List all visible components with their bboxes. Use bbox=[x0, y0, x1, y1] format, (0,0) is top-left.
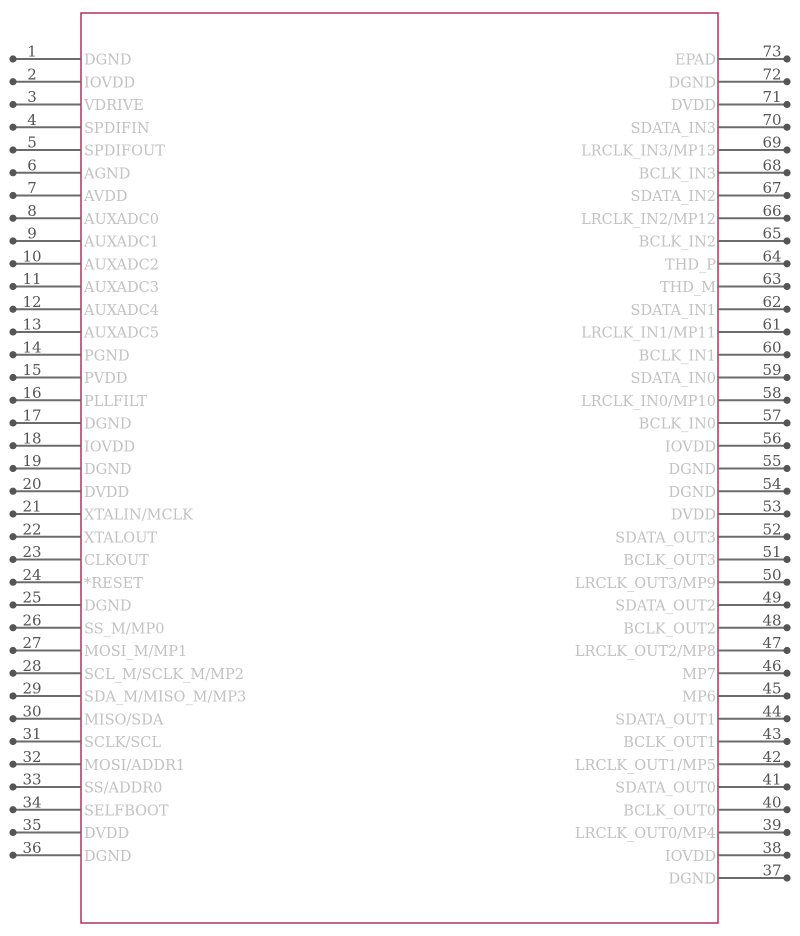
pin-name: DGND bbox=[84, 416, 132, 433]
pin-number: 51 bbox=[762, 543, 782, 561]
pin-name: BCLK_OUT3 bbox=[623, 553, 716, 569]
pin-terminal-dot bbox=[9, 260, 16, 267]
pin-terminal-dot bbox=[783, 465, 790, 472]
pin-number: 4 bbox=[27, 110, 37, 129]
pin-name: LRCLK_IN3/MP13 bbox=[581, 143, 716, 160]
pin-number: 65 bbox=[762, 224, 782, 243]
pin-terminal-dot bbox=[9, 78, 16, 85]
pin-number: 73 bbox=[762, 42, 782, 61]
pin-number: 58 bbox=[762, 383, 782, 402]
pin-number: 61 bbox=[762, 315, 782, 334]
pin-terminal-dot bbox=[9, 556, 16, 563]
pin-terminal-dot bbox=[9, 488, 16, 495]
right-pin-group bbox=[575, 43, 791, 888]
pin-28 bbox=[9, 657, 244, 683]
pin-number: 29 bbox=[22, 679, 42, 698]
pin-name: SDATA_OUT1 bbox=[615, 712, 716, 729]
pin-number: 26 bbox=[22, 611, 42, 630]
pin-terminal-dot bbox=[9, 692, 16, 699]
pin-name: LRCLK_OUT0/MP4 bbox=[574, 826, 716, 842]
pin-number: 23 bbox=[22, 543, 42, 561]
pin-terminal-dot bbox=[9, 852, 16, 859]
pin-42 bbox=[575, 748, 791, 774]
pin-terminal-dot bbox=[9, 215, 16, 222]
pin-66 bbox=[581, 202, 791, 228]
pin-number: 3 bbox=[27, 88, 37, 106]
pin-number: 42 bbox=[762, 747, 782, 766]
pin-number: 15 bbox=[22, 361, 42, 379]
pin-terminal-dot bbox=[9, 738, 16, 745]
pin-terminal-dot bbox=[9, 465, 16, 472]
pin-number: 2 bbox=[27, 65, 37, 84]
pin-name: MP7 bbox=[682, 666, 716, 683]
pin-37 bbox=[668, 862, 790, 888]
pin-number: 24 bbox=[22, 565, 42, 584]
pin-name: DGND bbox=[668, 484, 716, 501]
pin-terminal-dot bbox=[783, 442, 790, 449]
pin-number: 43 bbox=[762, 725, 782, 743]
pin-number: 10 bbox=[22, 247, 42, 266]
pin-number: 57 bbox=[762, 406, 782, 425]
pin-terminal-dot bbox=[783, 556, 790, 563]
pin-terminal-dot bbox=[9, 397, 16, 404]
pin-name: SPDIFOUT bbox=[84, 143, 165, 160]
pin-number: 47 bbox=[762, 634, 782, 652]
pin-58 bbox=[581, 384, 791, 410]
pin-number: 22 bbox=[22, 520, 42, 539]
pin-name: IOVDD bbox=[84, 439, 136, 456]
pin-terminal-dot bbox=[783, 715, 790, 722]
pin-name: BCLK_OUT1 bbox=[623, 735, 716, 751]
pin-name: CLKOUT bbox=[84, 553, 149, 569]
pin-number: 59 bbox=[762, 361, 782, 379]
pin-number: 36 bbox=[22, 838, 42, 857]
pin-name: MOSI_M/MP1 bbox=[84, 644, 188, 660]
pin-terminal-dot bbox=[783, 670, 790, 677]
pin-terminal-dot bbox=[9, 442, 16, 449]
pin-name: LRCLK_OUT3/MP9 bbox=[574, 575, 716, 592]
pin-name: BCLK_IN1 bbox=[638, 348, 716, 365]
pin-terminal-dot bbox=[783, 169, 790, 176]
pin-name: VDRIVE bbox=[84, 98, 144, 114]
pin-number: 6 bbox=[27, 156, 37, 175]
pin-name: DVDD bbox=[670, 507, 716, 524]
pin-number: 46 bbox=[762, 656, 782, 675]
pin-number: 56 bbox=[762, 429, 782, 448]
pin-name: XTALIN/MCLK bbox=[84, 507, 194, 524]
pin-name: BCLK_IN0 bbox=[638, 416, 716, 433]
pin-terminal-dot bbox=[9, 624, 16, 631]
pin-terminal-dot bbox=[783, 692, 790, 699]
pin-terminal-dot bbox=[783, 852, 790, 859]
pin-name: DGND bbox=[668, 871, 716, 888]
pin-number: 35 bbox=[22, 816, 42, 834]
pin-number: 50 bbox=[762, 565, 782, 584]
pin-terminal-dot bbox=[783, 237, 790, 244]
pin-number: 48 bbox=[762, 611, 782, 630]
pin-name: LRCLK_OUT2/MP8 bbox=[574, 644, 716, 660]
pin-terminal-dot bbox=[9, 146, 16, 153]
pin-terminal-dot bbox=[783, 124, 790, 131]
pin-name: MISO/SDA bbox=[84, 712, 164, 729]
pin-terminal-dot bbox=[783, 146, 790, 153]
pin-terminal-dot bbox=[783, 78, 790, 85]
pin-terminal-dot bbox=[9, 761, 16, 768]
pin-terminal-dot bbox=[783, 215, 790, 222]
pin-name: EPAD bbox=[674, 52, 716, 69]
pin-terminal-dot bbox=[9, 647, 16, 654]
pin-number: 62 bbox=[762, 292, 782, 311]
pin-terminal-dot bbox=[9, 192, 16, 199]
pin-number: 52 bbox=[762, 520, 782, 539]
pin-number: 38 bbox=[762, 838, 782, 857]
pin-terminal-dot bbox=[783, 579, 790, 586]
pin-name: AUXADC0 bbox=[84, 211, 159, 228]
pin-terminal-dot bbox=[9, 351, 16, 358]
pin-name: AUXADC4 bbox=[84, 302, 159, 319]
pin-terminal-dot bbox=[783, 283, 790, 290]
pin-terminal-dot bbox=[9, 533, 16, 540]
pin-name: AUXADC5 bbox=[84, 325, 159, 342]
pin-name: DGND bbox=[84, 598, 132, 615]
pin-name: DVDD bbox=[670, 98, 716, 114]
pin-name: SDATA_IN2 bbox=[630, 189, 716, 205]
pin-name: IOVDD bbox=[664, 439, 716, 456]
pin-terminal-dot bbox=[783, 374, 790, 381]
pin-name: THD_P bbox=[665, 257, 716, 274]
pin-terminal-dot bbox=[9, 124, 16, 131]
pin-terminal-dot bbox=[9, 374, 16, 381]
pin-number: 12 bbox=[22, 292, 42, 311]
pin-terminal-dot bbox=[783, 55, 790, 62]
pin-50 bbox=[575, 566, 791, 592]
pin-name: AUXADC1 bbox=[84, 234, 159, 251]
pin-number: 7 bbox=[27, 179, 37, 197]
pin-terminal-dot bbox=[783, 351, 790, 358]
left-pin-group bbox=[9, 43, 246, 865]
pin-name: MOSI/ADDR1 bbox=[84, 757, 186, 774]
pin-number: 14 bbox=[22, 338, 42, 357]
pin-name: SDATA_OUT0 bbox=[615, 780, 716, 797]
pin-number: 60 bbox=[762, 338, 782, 357]
pin-number: 55 bbox=[762, 452, 782, 470]
pin-name: SDATA_OUT3 bbox=[615, 530, 716, 547]
pin-number: 69 bbox=[762, 133, 782, 152]
pin-name: SCLK/SCL bbox=[84, 735, 162, 751]
pin-terminal-dot bbox=[783, 806, 790, 813]
pin-name: AUXADC2 bbox=[84, 257, 159, 274]
pin-number: 27 bbox=[22, 634, 42, 652]
pin-terminal-dot bbox=[9, 579, 16, 586]
pin-name: SS/ADDR0 bbox=[84, 780, 163, 797]
pin-terminal-dot bbox=[9, 419, 16, 426]
pin-terminal-dot bbox=[783, 761, 790, 768]
pin-terminal-dot bbox=[9, 510, 16, 517]
pin-29 bbox=[9, 680, 246, 706]
pin-terminal-dot bbox=[783, 328, 790, 335]
pin-number: 28 bbox=[22, 656, 42, 675]
pin-number: 68 bbox=[762, 156, 782, 175]
pin-terminal-dot bbox=[9, 55, 16, 62]
pin-39 bbox=[575, 816, 791, 842]
pin-terminal-dot bbox=[9, 783, 16, 790]
pin-name: SDATA_OUT2 bbox=[615, 598, 716, 615]
pin-terminal-dot bbox=[9, 169, 16, 176]
pin-69 bbox=[581, 134, 791, 160]
pin-number: 71 bbox=[762, 88, 782, 106]
pin-terminal-dot bbox=[783, 306, 790, 313]
pin-number: 63 bbox=[762, 270, 782, 288]
pin-name: LRCLK_IN0/MP10 bbox=[581, 393, 716, 410]
pin-name: SDA_M/MISO_M/MP3 bbox=[84, 689, 247, 706]
pin-terminal-dot bbox=[9, 670, 16, 677]
pin-number: 34 bbox=[22, 793, 42, 812]
pin-name: LRCLK_OUT1/MP5 bbox=[574, 757, 716, 774]
pin-name: PLLFILT bbox=[84, 393, 147, 410]
pin-number: 13 bbox=[22, 315, 42, 334]
pin-terminal-dot bbox=[783, 783, 790, 790]
pin-name: PVDD bbox=[84, 371, 128, 387]
pin-number: 37 bbox=[762, 861, 782, 880]
pin-terminal-dot bbox=[9, 601, 16, 608]
pin-name: THD_M bbox=[659, 280, 716, 296]
pin-terminal-dot bbox=[9, 806, 16, 813]
pin-number: 40 bbox=[762, 793, 782, 812]
pin-number: 39 bbox=[762, 816, 782, 834]
pin-terminal-dot bbox=[783, 397, 790, 404]
pin-name: *RESET bbox=[84, 575, 143, 592]
pin-terminal-dot bbox=[783, 510, 790, 517]
pin-name: BCLK_OUT0 bbox=[623, 803, 716, 820]
pin-terminal-dot bbox=[783, 101, 790, 108]
pin-terminal-dot bbox=[783, 533, 790, 540]
pin-name: IOVDD bbox=[84, 75, 136, 92]
pin-name: BCLK_OUT2 bbox=[623, 621, 716, 638]
pin-name: SS_M/MP0 bbox=[84, 621, 165, 638]
pin-name: SPDIFIN bbox=[84, 120, 150, 137]
pin-number: 54 bbox=[762, 474, 782, 493]
pin-terminal-dot bbox=[9, 306, 16, 313]
pin-number: 32 bbox=[22, 747, 42, 766]
pin-name: DGND bbox=[668, 75, 716, 92]
pin-terminal-dot bbox=[783, 624, 790, 631]
pin-number: 31 bbox=[22, 725, 42, 743]
pin-number: 18 bbox=[22, 429, 42, 448]
pin-name: DGND bbox=[668, 462, 716, 478]
pin-name: BCLK_IN2 bbox=[638, 234, 716, 251]
pin-number: 41 bbox=[762, 770, 782, 789]
pin-name: SCL_M/SCLK_M/MP2 bbox=[84, 666, 244, 683]
pin-name: DVDD bbox=[84, 826, 130, 842]
pin-terminal-dot bbox=[783, 488, 790, 495]
pin-name: LRCLK_IN2/MP12 bbox=[581, 211, 716, 228]
pin-number: 25 bbox=[22, 588, 42, 607]
pin-name: DGND bbox=[84, 52, 132, 69]
pin-number: 53 bbox=[762, 497, 782, 516]
pin-number: 49 bbox=[762, 588, 782, 607]
pin-name: DVDD bbox=[84, 484, 130, 501]
pin-terminal-dot bbox=[9, 829, 16, 836]
pin-number: 21 bbox=[22, 497, 42, 516]
pin-number: 33 bbox=[22, 770, 42, 789]
pin-name: PGND bbox=[84, 348, 130, 365]
pin-36 bbox=[9, 839, 131, 865]
pin-number: 16 bbox=[22, 383, 42, 402]
pin-number: 17 bbox=[22, 406, 42, 425]
pin-61 bbox=[581, 316, 791, 342]
pin-name: SELFBOOT bbox=[84, 803, 169, 820]
pin-name: SDATA_IN0 bbox=[630, 371, 716, 387]
pin-number: 11 bbox=[22, 270, 42, 288]
pin-number: 70 bbox=[762, 110, 782, 129]
pin-name: AUXADC3 bbox=[84, 280, 159, 296]
pin-terminal-dot bbox=[783, 260, 790, 267]
pin-name: AGND bbox=[84, 166, 131, 183]
pin-number: 5 bbox=[27, 133, 37, 152]
pin-number: 64 bbox=[762, 247, 782, 266]
pin-terminal-dot bbox=[783, 192, 790, 199]
pin-number: 8 bbox=[27, 201, 37, 220]
pin-terminal-dot bbox=[783, 738, 790, 745]
pin-terminal-dot bbox=[9, 328, 16, 335]
pin-terminal-dot bbox=[783, 419, 790, 426]
pin-name: IOVDD bbox=[664, 848, 716, 865]
pin-number: 66 bbox=[762, 201, 782, 220]
pin-name: BCLK_IN3 bbox=[638, 166, 716, 183]
pin-name: AVDD bbox=[84, 189, 128, 205]
pin-name: SDATA_IN1 bbox=[630, 302, 716, 319]
pin-name: XTALOUT bbox=[84, 530, 158, 547]
pin-terminal-dot bbox=[783, 874, 790, 881]
pin-terminal-dot bbox=[783, 829, 790, 836]
pin-name: SDATA_IN3 bbox=[630, 120, 716, 137]
pin-number: 44 bbox=[762, 702, 782, 721]
pin-number: 30 bbox=[22, 702, 42, 721]
pin-terminal-dot bbox=[783, 647, 790, 654]
pin-name: MP6 bbox=[682, 689, 716, 706]
pin-terminal-dot bbox=[9, 237, 16, 244]
pin-number: 67 bbox=[762, 179, 782, 197]
pin-number: 19 bbox=[22, 452, 42, 470]
pin-number: 45 bbox=[762, 679, 782, 698]
pin-47 bbox=[575, 634, 791, 660]
pin-terminal-dot bbox=[9, 715, 16, 722]
pin-name: DGND bbox=[84, 462, 132, 478]
pin-name: DGND bbox=[84, 848, 132, 865]
pin-number: 20 bbox=[22, 474, 42, 493]
pin-terminal-dot bbox=[9, 283, 16, 290]
pin-terminal-dot bbox=[783, 601, 790, 608]
pin-number: 1 bbox=[27, 42, 37, 61]
pin-terminal-dot bbox=[9, 101, 16, 108]
pin-name: LRCLK_IN1/MP11 bbox=[581, 325, 716, 342]
pin-number: 72 bbox=[762, 65, 782, 84]
pin-number: 9 bbox=[27, 224, 37, 243]
